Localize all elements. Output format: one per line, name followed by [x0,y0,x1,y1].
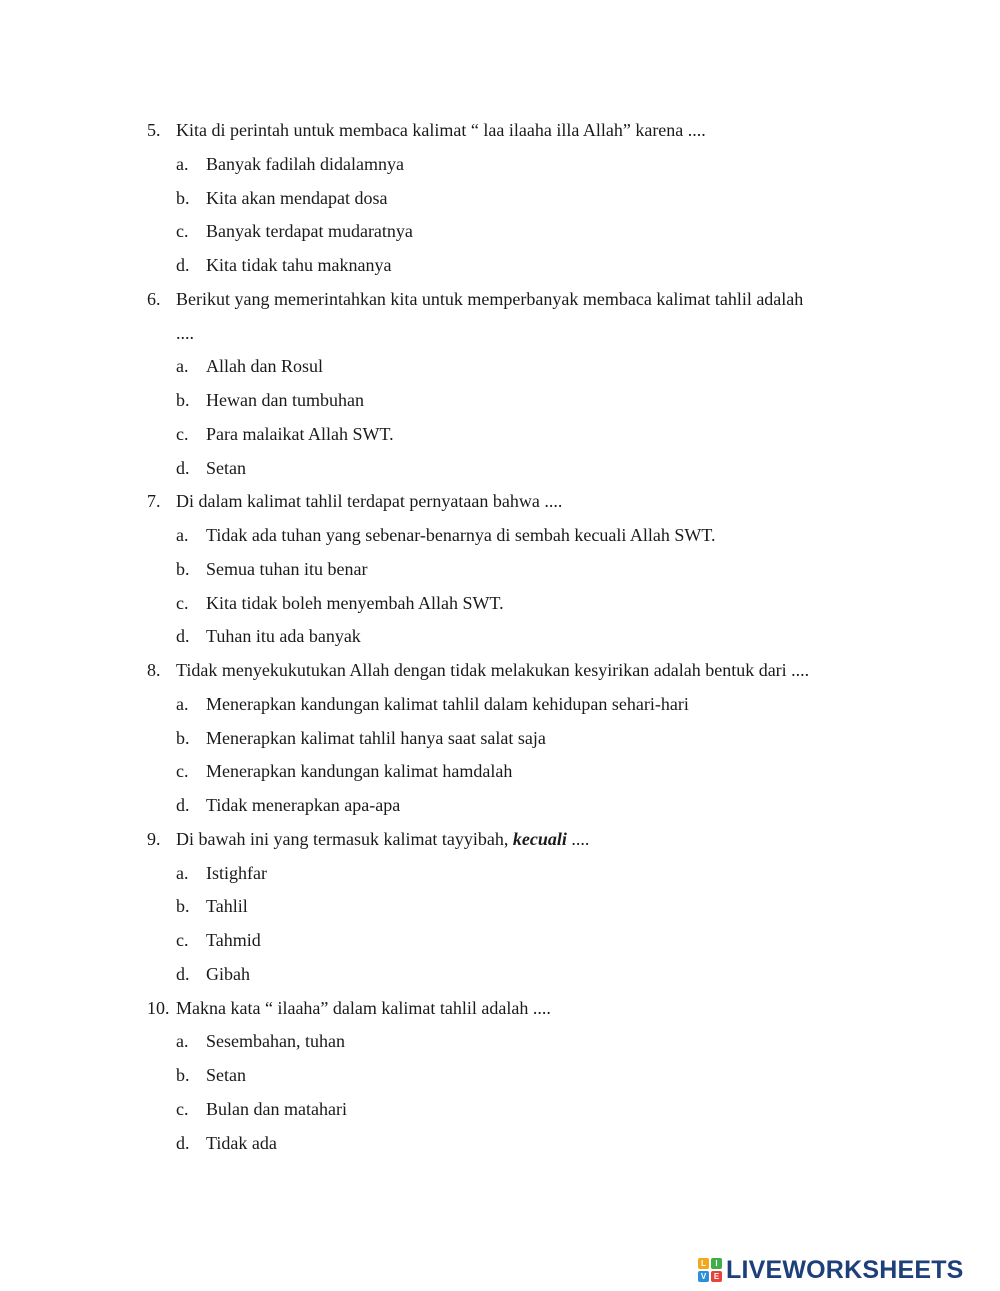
option-letter: c. [176,761,189,782]
option-text: Tidak ada [206,1132,277,1153]
option-text: Hewan dan tumbuhan [206,390,364,410]
option-letter: b. [176,390,190,410]
option-letter: b. [176,1065,190,1085]
option-text: Semua tuhan itu benar [206,558,368,579]
option-text: Sesembahan, tuhan [206,1031,345,1052]
option-text: Banyak terdapat mudaratnya [206,221,413,242]
option-b[interactable] [147,182,887,216]
question-text: Di dalam kalimat tahlil terdapat pernyataan bahwa .... [176,491,563,512]
option-a[interactable] [147,350,887,384]
option-text: Gibah [206,963,250,984]
liveworksheets-logo [698,1255,964,1285]
option-c[interactable] [147,587,887,621]
option-letter: a. [176,153,189,174]
question-text: Tidak menyekukutukan Allah dengan tidak melakukan kesyirikan adalah bentuk dari .... [176,660,810,680]
option-text: Bulan dan matahari [206,1098,347,1119]
option-a[interactable] [147,1025,887,1059]
option-letter: c. [176,930,189,950]
question-text [176,823,887,857]
option-d[interactable] [147,789,887,823]
option-letter: b. [176,187,190,208]
option-letter: d. [176,795,190,815]
option-a[interactable] [147,519,887,553]
option-letter: a. [176,1031,189,1052]
option-d[interactable] [147,620,887,654]
option-text: Istighfar [206,862,267,883]
option-letter: d. [176,963,190,984]
option-letter: d. [176,255,190,275]
option-text: Kita tidak boleh menyembah Allah SWT. [206,592,504,613]
logo-letter-e: E [711,1271,722,1282]
option-c[interactable] [147,1093,887,1127]
option-d[interactable] [147,958,887,992]
option-letter: a. [176,525,189,545]
option-text: Setan [206,1065,246,1085]
option-b[interactable] [147,384,887,418]
option-text: Setan [206,457,246,478]
option-letter: d. [176,457,190,478]
option-b[interactable] [147,722,887,756]
question-number: 10. [147,997,170,1018]
question-number: 7. [147,491,161,512]
question-6 [147,283,887,486]
question-text-before: Di bawah ini yang termasuk kalimat tayyibah, [176,828,513,849]
option-text: Banyak fadilah didalamnya [206,153,404,174]
question-list [147,114,887,1160]
option-text: Kita akan mendapat dosa [206,187,388,208]
question-stem [147,654,887,688]
option-c[interactable] [147,215,887,249]
question-number: 8. [147,660,161,680]
question-text-after: .... [566,828,590,849]
question-number: 6. [147,288,161,309]
question-number: 5. [147,120,161,140]
option-text: Menerapkan kandungan kalimat tahlil dalam kehidupan sehari-hari [206,693,689,714]
question-stem [147,114,887,148]
option-a[interactable] [147,857,887,891]
option-letter: c. [176,423,189,444]
option-letter: b. [176,896,190,917]
question-5 [147,114,887,283]
option-d[interactable] [147,452,887,486]
question-8 [147,654,887,823]
question-text: Kita di perintah untuk membaca kalimat “ laa ilaaha illa Allah” karena .... [176,120,706,140]
option-text: Tidak menerapkan apa-apa [206,795,401,815]
option-letter: a. [176,862,189,883]
option-text: Tahlil [206,896,248,917]
question-stem [147,283,887,317]
option-letter: b. [176,558,190,579]
question-stem [147,485,887,519]
question-number: 9. [147,828,161,849]
brand-name: LIVEWORKSHEETS [726,1255,964,1284]
option-text: Allah dan Rosul [206,356,323,377]
question-10 [147,992,887,1161]
option-d[interactable] [147,249,887,283]
question-stem [147,823,887,857]
option-text: Kita tidak tahu maknanya [206,255,392,275]
option-text: Menerapkan kalimat tahlil hanya saat salat saja [206,727,546,748]
logo-letter-l: L [698,1258,709,1269]
option-text: Tahmid [206,930,261,950]
question-9 [147,823,887,992]
option-b[interactable] [147,890,887,924]
option-c[interactable] [147,755,887,789]
question-7 [147,485,887,654]
option-a[interactable] [147,688,887,722]
option-letter: a. [176,356,189,377]
question-text: Berikut yang memerintahkan kita untuk memperbanyak membaca kalimat tahlil adalah [176,288,804,309]
question-text: Makna kata “ ilaaha” dalam kalimat tahlil adalah .... [176,997,551,1018]
option-d[interactable] [147,1127,887,1161]
option-text: Tidak ada tuhan yang sebenar-benarnya di sembah kecuali Allah SWT. [206,525,716,545]
option-text: Para malaikat Allah SWT. [206,423,394,444]
option-c[interactable] [147,418,887,452]
option-letter: c. [176,1098,189,1119]
logo-letter-v: V [698,1271,709,1282]
option-letter: b. [176,727,190,748]
option-letter: d. [176,626,190,647]
option-letter: a. [176,693,189,714]
question-text-continuation: .... [176,322,194,343]
logo-letter-i: I [711,1258,722,1269]
option-b[interactable] [147,553,887,587]
option-letter: c. [176,221,189,242]
question-stem [147,992,887,1026]
option-letter: d. [176,1132,190,1153]
option-letter: c. [176,592,189,613]
option-c[interactable] [147,924,887,958]
logo-mark-icon [698,1258,722,1282]
option-a[interactable] [147,148,887,182]
option-text: Tuhan itu ada banyak [206,626,361,647]
option-text: Menerapkan kandungan kalimat hamdalah [206,761,513,782]
option-b[interactable] [147,1059,887,1093]
question-text-emphasis: kecuali [512,828,567,849]
